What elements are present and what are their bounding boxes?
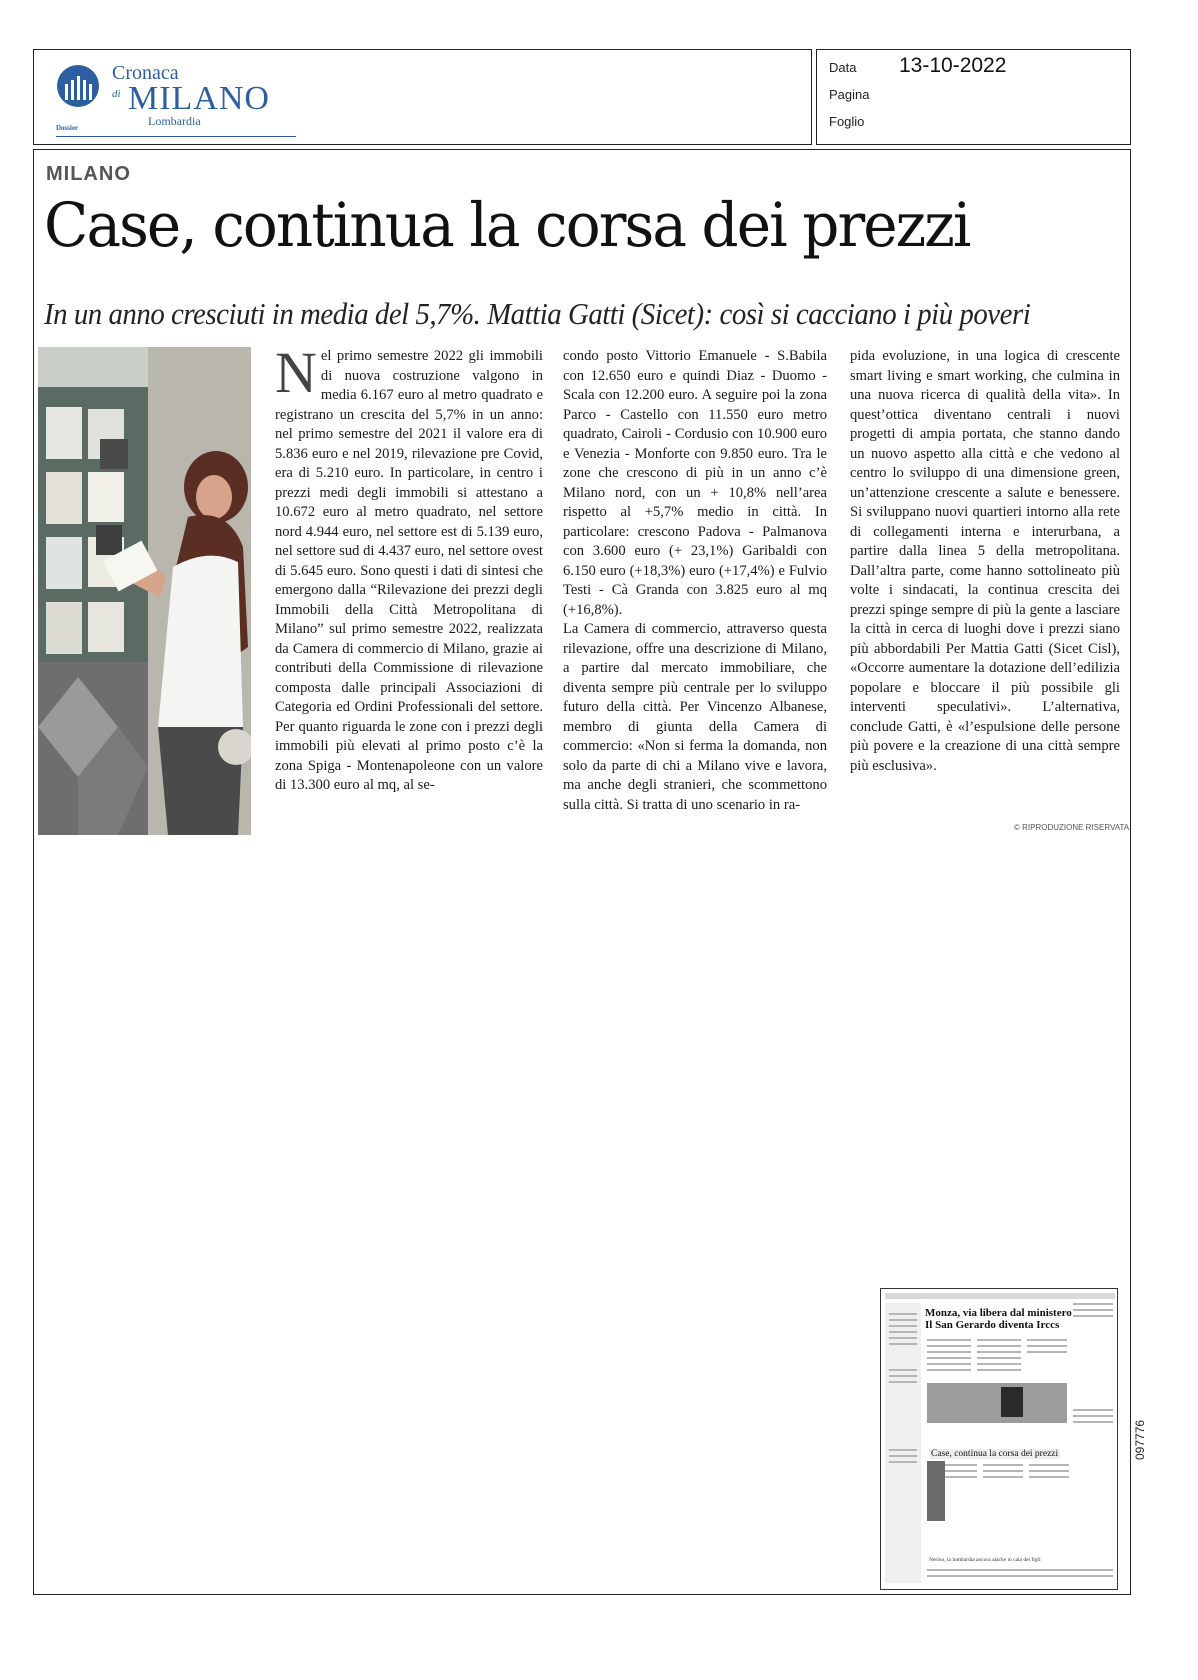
sheet-label: Foglio (829, 114, 865, 129)
article-column-3 (850, 347, 1120, 776)
thumbnail-layout (881, 1289, 1118, 1590)
dome-logo-icon (56, 64, 100, 108)
article-photo (38, 347, 251, 835)
thumbnail-article-headline: Case, continua la corsa dei prezzi (931, 1449, 1059, 1459)
logo-milano: MILANO (128, 80, 270, 117)
thumbnail-bottom-note: Nerino, la lombardia ancora alache in cala dei figli (929, 1557, 1041, 1563)
logo-cronaca: Cronaca (112, 62, 179, 84)
section-label: MILANO (46, 163, 131, 185)
logo-lombardia: Lombardia (148, 114, 201, 128)
date-label: Data (829, 60, 857, 75)
masthead-box (33, 49, 812, 145)
subheadline: In un anno cresciuti in media del 5,7%. Mattia Gatti (Sicet): così si cacciano i più poveri (44, 296, 1031, 331)
column-1-text: el primo semestre 2022 gli immobili di nuova costruzione valgono in media 6.167 euro al metro quadrato e registrano un crescita del 5,7% in un anno: nel primo semestre del 2021 il valore era di 5.836 euro e nel 2019, rilevazione pre Covid, era di 5.210 euro. In particolare, in centro i prezzi medi degli immobili si attestano a 10.672 euro al metro quadrato, nel settore nord 4.944 euro, nel settore est di 5.139 euro, nel settore sud di 4.437 euro, nel settore ovest di 5.645 euro. Sono questi i dati di sintesi che emergono dalla “Rilevazione dei prezzi degli Immobili della Città Metropolitana di Milano” sul primo semestre 2022, realizzata da Camera di commercio di Milano, grazie ai contributi della Commissione di rilevazione composta dalle principali Associazioni di Categoria ed Ordini Professionali del settore. Per quanto riguarda le zone con i prezzi degli immobili più elevati al primo posto c’è la zona Spiga - Montenapoleone con un valore di 13.300 euro al mq, al se- (275, 348, 543, 793)
date-value: 13-10-2022 (899, 54, 1007, 77)
thumbnail-headline: Monza, via libera dal ministero Il San Gerardo diventa Irccs (925, 1307, 1072, 1331)
logo-publisher: Dossier (56, 124, 79, 132)
copyright-note: © RIPRODUZIONE RISERVATA (1014, 823, 1130, 832)
headline: Case, continua la corsa dei prezzi (44, 190, 970, 261)
page-thumbnail (880, 1288, 1118, 1590)
column-2-text-a: condo posto Vittorio Emanuele - S.Babila con 12.650 euro e quindi Diaz - Duomo - Scala con 12.200 euro. A seguire poi la zona Parco - Castello con 11.550 euro metro quadrato, Cairoli - Cordusio con 10.900 euro e Venezia - Monforte con 9.850 euro. Tra le zone che crescono di più in un anno c’è Milano nord, con un + 10,8% nell’area rispetto al +5,7% medio in città. In particolare: crescono Padova - Palmanova con 3.600 euro (+ 23,1%) Garibaldi con 6.150 euro (+18,3%) euro (+17,4%) e Fulvio Testi - Cà Granda con 3.825 euro al mq (+16,8%). (563, 348, 827, 618)
clipping-meta-box (816, 49, 1131, 145)
logo-rule (56, 136, 296, 137)
publication-logo (56, 62, 296, 134)
dropcap: N (275, 340, 317, 405)
page-code: 097776 (1133, 1419, 1147, 1460)
logo-di: di (112, 88, 121, 100)
column-2-text-b: La Camera di commercio, attraverso questa rilevazione, offre una descrizione di Milano, a partire dal mercato immobiliare, che diventa sempre più centrale per lo sviluppo futuro della città. Per Vincenzo Albanese, membro di giunta della Camera di commercio: «Non si ferma la domanda, non solo da parte di chi a Milano vive e lavora, ma anche degli stranieri, che scommettono sulla città. Si tratta di uno scenario in ra- (563, 621, 827, 813)
article-column-1 (275, 340, 543, 796)
column-3-text: pida evoluzione, in una logica di crescente smart living e smart working, che culmina in una nuova ricerca di qualità della vita». In quest’ottica diventano centrali i nuovi progetti di ampia portata, che stanno dando un nuovo aspetto alla città e che vedono al centro lo sviluppo di una dimensione green, un’attenzione crescente a salute e benessere. Si sviluppano nuovi quartieri intorno alla rete di collegamenti interna e interurbana, a partire dalla linea 5 della metropolitana. Dall’altra parte, come hanno sottolineato più volte i sindacati, la continua crescita dei prezzi spinge sempre di più la gente a lasciare la città in cerca di luoghi dove i prezzi siano più abbordabili Per Mattia Gatti (Sicet Cisl), «Occorre aumentare la dotazione dell’edilizia popolare e bloccare il più possibile gli interventi speculativi». L’alternativa, conclude Gatti, è «l’espulsione delle persone più povere e la creazione di una città sempre più esclusiva». (850, 348, 1120, 774)
page-label: Pagina (829, 87, 870, 102)
article-column-2 (563, 347, 827, 815)
